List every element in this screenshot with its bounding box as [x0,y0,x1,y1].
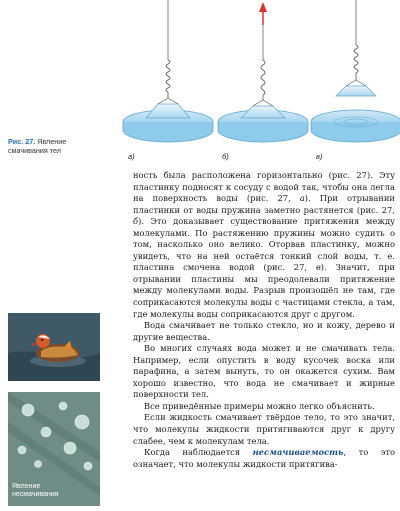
p1-ref-c: в [315,262,321,273]
setup-c [311,0,400,142]
panel-label-a: а) [128,152,135,161]
p1-text-a: ность была расположена горизонтально (рис. 27). Эту пластинку подносят к сосуду с водой так, чтобы она легла на поверхность воды (рис. 27, [133,170,395,204]
p6-text-a: Когда наблюдается [144,447,253,458]
p6-text-b: , то это означает, что молекулы жидкости притягива- [133,447,395,469]
figure-caption-number: Рис. 27. [8,137,36,146]
p6-emphasis: несмачиваемость [252,447,344,458]
p1-ref-a: а [299,193,305,204]
p1-text-b: ). При отрывании пластинки от воды пружина заметно растянется (рис. 27, [133,193,395,215]
panel-label-b: б) [222,152,229,161]
paragraph-3: Во многих случаях вода может и не смачивать тела. Например, если опустить в воду кусочек воска или парафина, а затем вынуть, то он окажется сухим. Вам хорошо известно, что вода не смачивает и жирные поверхности тел. [133,343,395,400]
leaf-photo-caption: Явление несмачивания [12,483,59,498]
setup-b [218,2,308,142]
p1-text-d: ). Значит, при отрывании пластины мы преодолевали притяжение между молекулами воды. Разрыв произошёл не там, где соприкасаются молекулы воды с частицами стекла, а там, где молекулы воды соприкасаются друг с другом. [133,262,395,319]
paragraph-2: Вода смачивает не только стекло, но и кожу, дерево и другие вещества. [133,320,395,342]
paragraph-6 [133,447,395,470]
panel-label-c: в) [316,152,323,161]
p1-ref-b: б [133,216,139,227]
duck-photo [8,313,100,381]
main-text [133,170,395,470]
figure-caption-text: Явление смачивания тел [8,137,67,155]
setup-a [123,0,213,142]
p1-text-c: ). Это доказывает существование притяжения между молекулами. По растяжению пружины можно судить о том, насколько оно велико. Оторвав пластинку, можно увидеть, что на ней остаётся тонкий слой воды, т. е. пластина смочена водой (рис. 27, [133,216,395,273]
paragraph-4: Все приведённые примеры можно легко объяснить. [144,400,375,411]
wetting-figure [118,0,400,168]
paragraph-1 [133,170,395,320]
figure-caption [8,137,103,155]
arrow-up-icon [259,2,267,12]
paragraph-5: Если жидкость смачивает твёрдое тело, то это значит, что молекулы жидкости притягиваются друг к другу слабее, чем к молекулам тела. [133,412,395,446]
